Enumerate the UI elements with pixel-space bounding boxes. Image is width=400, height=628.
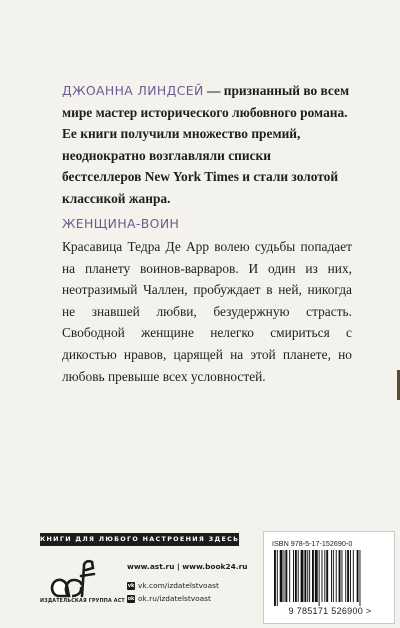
ok-link-text: ok.ru/izdatelstvoast xyxy=(138,594,211,603)
ok-icon: ok xyxy=(127,595,135,602)
website-links[interactable]: www.ast.ru | www.book24.ru xyxy=(127,562,248,571)
author-description xyxy=(62,80,352,209)
author-bio: — признанный во всем мире мастер исторического любовного романа. Ее книги получили множество премий, неоднократно возглавляли списки бестселлеров New York Times и стали золотой классикой жанра. xyxy=(62,83,350,206)
tagline-banner: КНИГИ ДЛЯ ЛЮБОГО НАСТРОЕНИЯ ЗДЕСЬ xyxy=(40,533,239,546)
barcode-panel xyxy=(263,531,395,624)
vk-link-text: vk.com/izdatelstvoast xyxy=(138,581,219,590)
book-blurb: Красавица Тедра Де Арр волею судьбы попадает на планету воинов-варваров. И один из них, неотразимый Чаллен, пробуждает в ней, никогда не знавшей любви, безудержную страсть. Свободной женщине нелегко смириться с дикостью нравов, царящей на этой планете, но любовь превыше всех условностей. xyxy=(62,239,352,384)
barcode-digits: 9 785171 526900 > xyxy=(288,606,372,616)
ok-link[interactable] xyxy=(127,594,247,603)
logo-caption: ИЗДАТЕЛЬСКАЯ ГРУППА АСТ xyxy=(40,599,125,604)
isbn-label: ISBN 978-5-17-152690-0 xyxy=(272,539,353,548)
vk-link[interactable] xyxy=(127,581,247,590)
barcode-bars xyxy=(274,550,386,606)
book-title: ЖЕНЩИНА-ВОИН xyxy=(62,216,180,231)
author-name: ДЖОАННА ЛИНДСЕЙ xyxy=(62,83,204,98)
publisher-links xyxy=(127,562,247,603)
ast-logo xyxy=(48,556,102,602)
vk-icon: vk xyxy=(127,582,135,589)
